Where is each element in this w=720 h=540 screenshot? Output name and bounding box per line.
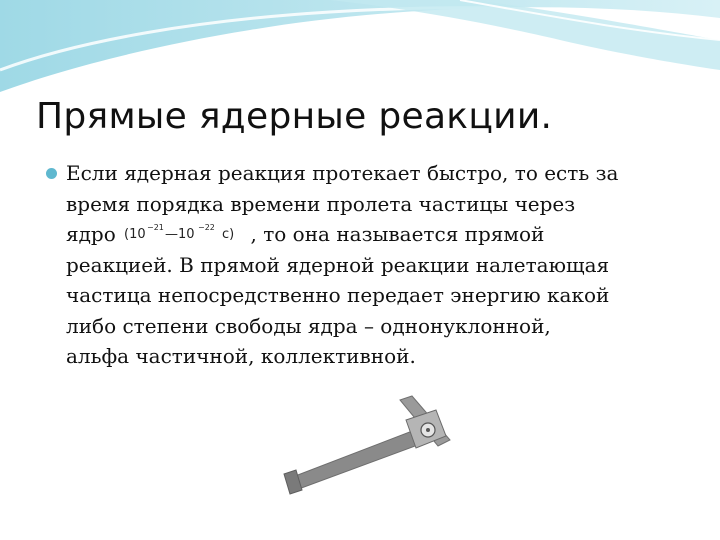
bullet-line: альфа частичной, коллективной. <box>66 344 416 368</box>
bullet-line-part: , то она называется прямой <box>250 222 545 246</box>
bullet-line-part: ядро <box>66 222 116 246</box>
bullet-line: либо степени свободы ядра – однонуклонной, <box>66 313 551 338</box>
bullet-dot-icon <box>46 168 57 179</box>
slide-title: Прямые ядерные реакции. <box>36 96 553 137</box>
formula-dash: —10 <box>165 226 195 242</box>
formula-exponent-2: −22 <box>198 222 216 232</box>
bullet-line: частица непосредственно передает энергию какой <box>66 283 610 307</box>
bullet-line <box>66 219 681 250</box>
bullet-line: время порядка времени пролета частицы через <box>66 191 576 216</box>
bullet-line: реакцией. В прямой ядерной реакции налетающая <box>66 252 610 277</box>
bullet-text <box>66 158 681 372</box>
bullet-line: Если ядерная реакция протекает быстро, то есть за <box>66 161 619 185</box>
formula-open: (10 <box>124 226 146 242</box>
formula-unit: с) <box>222 226 235 242</box>
formula-image <box>122 221 244 243</box>
device-illustration <box>280 390 460 500</box>
formula-exponent-1: −21 <box>147 222 165 232</box>
